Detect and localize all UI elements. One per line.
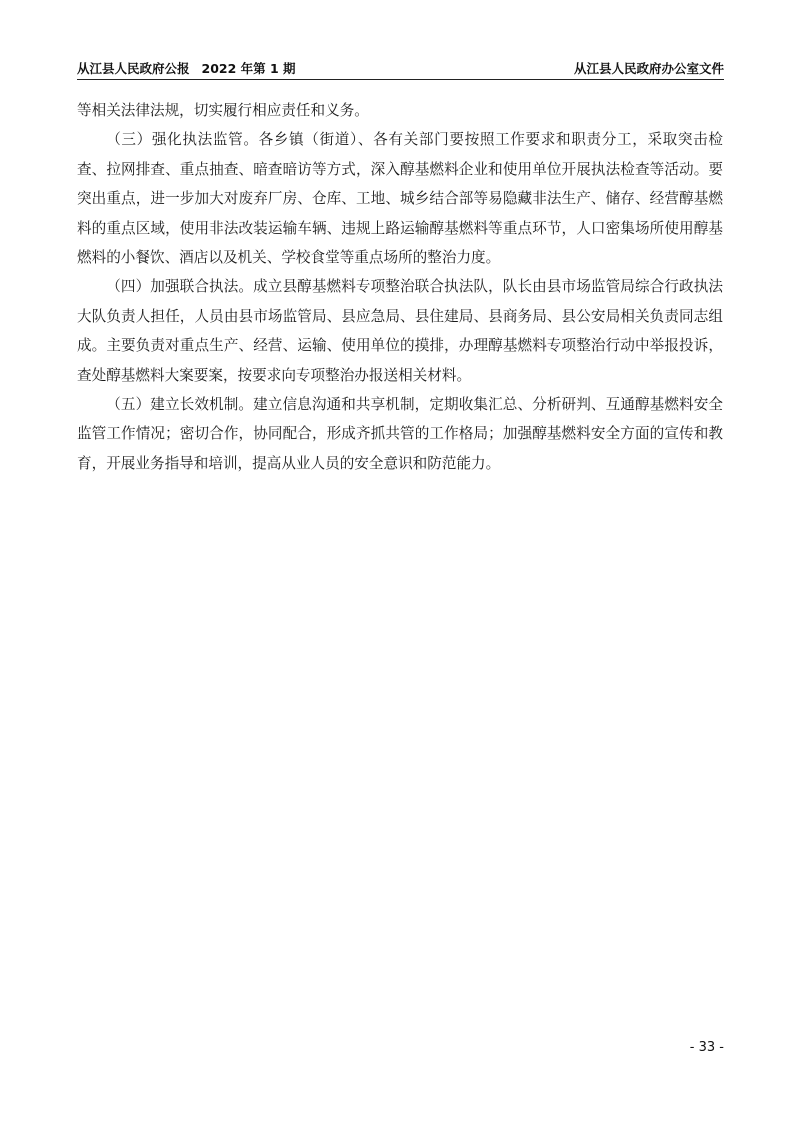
paragraph-long-term-mechanism: （五）建立长效机制。建立信息沟通和共享机制，定期收集汇总、分析研判、互通醇基燃料安全监管工作情况；密切合作，协同配合，形成齐抓共管的工作格局；加强醇基燃料安全方面的宣传和教育，开展业务指导和培训，提高从业人员的安全意识和防范能力。 — [77, 396, 723, 472]
paragraph-joint-enforcement: （四）加强联合执法。成立县醇基燃料专项整治联合执法队，队长由县市场监管局综合行政执法大队负责人担任，人员由县市场监管局、县应急局、县住建局、县商务局、县公安局相关负责同志组成。主要负责对重点生产、经营、运输、使用单位的摸排，办理醇基燃料专项整治行动中举报投诉，查处醇基燃料大案要案，按要求向专项整治办报送相关材料。 — [77, 278, 723, 384]
page-header — [77, 56, 724, 76]
header-divider — [77, 79, 724, 80]
header-left — [77, 59, 296, 77]
bulletin-title: 从江县人民政府公报 — [77, 61, 190, 76]
document-body — [77, 96, 723, 478]
paragraph-enforcement-supervision: （三）强化执法监管。各乡镇（街道）、各有关部门要按照工作要求和职责分工，采取突击检查、拉网排查、重点抽查、暗查暗访等方式，深入醇基燃料企业和使用单位开展执法检查等活动。要突出重点，进一步加大对废弃厂房、仓库、工地、城乡结合部等易隐藏非法生产、储存、经营醇基燃料的重点区域，使用非法改装运输车辆、违规上路运输醇基燃料等重点环节，人口密集场所使用醇基燃料的小餐饮、酒店以及机关、学校食堂等重点场所的整治力度。 — [77, 131, 723, 267]
page-number: - 33 - — [689, 1040, 724, 1055]
header-document-type: 从江县人民政府办公室文件 — [573, 61, 724, 76]
issue-label: 2022 年第 1 期 — [201, 61, 296, 76]
paragraph-continuation: 等相关法律法规，切实履行相应责任和义务。 — [77, 102, 369, 119]
